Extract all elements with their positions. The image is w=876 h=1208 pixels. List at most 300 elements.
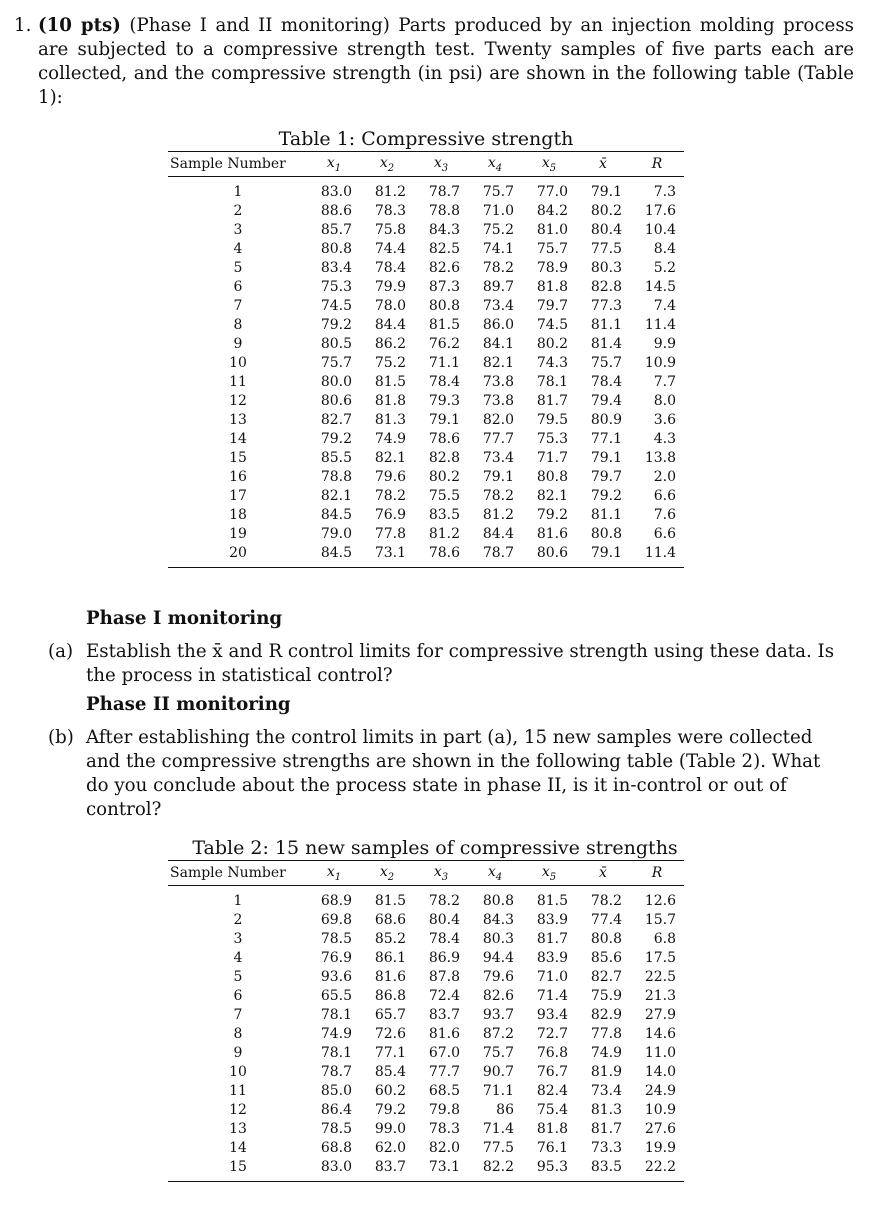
- cell-value: 79.1: [590, 184, 622, 200]
- cell-value: 87.8: [428, 969, 460, 985]
- cell-value: 78.6: [428, 431, 460, 447]
- cell-value: 68.9: [320, 893, 352, 909]
- cell-value: 79.7: [536, 298, 568, 314]
- cell-value: 73.3: [590, 1140, 622, 1156]
- cell-value: 80.0: [320, 374, 352, 390]
- cell-value: 74.5: [536, 317, 568, 333]
- cell-value: 74.9: [374, 431, 406, 447]
- cell-value: 71.7: [536, 450, 568, 466]
- cell-value: 14.0: [644, 1064, 676, 1080]
- table-row: [168, 1082, 684, 1101]
- cell-value: 72.4: [428, 988, 460, 1004]
- cell-value: 71.4: [536, 988, 568, 1004]
- table-row: [168, 316, 684, 335]
- table-row: [168, 240, 684, 259]
- cell-value: 80.4: [590, 222, 622, 238]
- cell-value: 78.4: [428, 374, 460, 390]
- col-header-r: R: [651, 156, 663, 172]
- cell-value: 79.4: [590, 393, 622, 409]
- table-row: [168, 949, 684, 968]
- cell-value: 78.2: [482, 488, 514, 504]
- cell-value: 82.8: [590, 279, 622, 295]
- cell-value: 3.6: [653, 412, 676, 428]
- cell-value: 80.4: [428, 912, 460, 928]
- cell-sample-number: 7: [233, 1007, 243, 1023]
- cell-sample-number: 15: [229, 1159, 247, 1175]
- cell-value: 8.0: [653, 393, 676, 409]
- cell-value: 6.6: [653, 526, 676, 542]
- cell-value: 79.2: [536, 507, 568, 523]
- table-row: [168, 392, 684, 411]
- cell-value: 80.8: [428, 298, 460, 314]
- cell-sample-number: 1: [233, 893, 243, 909]
- cell-value: 78.8: [320, 469, 352, 485]
- cell-value: 68.5: [428, 1083, 460, 1099]
- cell-value: 71.0: [536, 969, 568, 985]
- table-row: [168, 506, 684, 525]
- cell-value: 78.5: [320, 1121, 352, 1137]
- cell-sample-number: 8: [233, 1026, 243, 1042]
- cell-value: 71.4: [482, 1121, 514, 1137]
- cell-value: 80.2: [536, 336, 568, 352]
- cell-value: 81.6: [536, 526, 568, 542]
- cell-value: 82.1: [374, 450, 406, 466]
- cell-value: 95.3: [536, 1159, 568, 1175]
- col-header-x3: $x_3$: [433, 154, 449, 174]
- cell-value: 81.7: [536, 931, 568, 947]
- col-header-x5: $x_5$: [541, 863, 557, 883]
- cell-value: 2.0: [653, 469, 676, 485]
- cell-value: 71.1: [482, 1083, 514, 1099]
- cell-value: 79.2: [590, 488, 622, 504]
- cell-value: 85.6: [590, 950, 622, 966]
- cell-sample-number: 14: [229, 431, 247, 447]
- cell-value: 80.8: [320, 241, 352, 257]
- cell-sample-number: 10: [229, 355, 247, 371]
- cell-value: 65.7: [374, 1007, 406, 1023]
- cell-value: 75.2: [482, 222, 514, 238]
- table-row: [168, 1006, 684, 1025]
- cell-value: 78.4: [428, 931, 460, 947]
- cell-value: 73.8: [482, 374, 514, 390]
- cell-value: 27.6: [644, 1121, 676, 1137]
- cell-value: 79.2: [374, 1102, 406, 1118]
- cell-value: 82.0: [428, 1140, 460, 1156]
- col-header-r: R: [651, 865, 663, 881]
- cell-value: 75.7: [482, 184, 514, 200]
- cell-value: 78.2: [374, 488, 406, 504]
- table-row: [168, 525, 684, 544]
- cell-value: 15.7: [644, 912, 676, 928]
- cell-value: 80.5: [320, 336, 352, 352]
- cell-value: 81.3: [374, 412, 406, 428]
- cell-sample-number: 1: [233, 184, 243, 200]
- cell-value: 78.7: [428, 184, 460, 200]
- cell-value: 83.5: [590, 1159, 622, 1175]
- cell-value: 78.5: [320, 931, 352, 947]
- col-header-x2: $x_2$: [379, 863, 395, 883]
- cell-value: 81.5: [374, 893, 406, 909]
- cell-value: 77.1: [590, 431, 622, 447]
- cell-value: 78.4: [374, 260, 406, 276]
- problem-statement: [14, 14, 854, 110]
- cell-value: 24.9: [644, 1083, 676, 1099]
- cell-value: 75.5: [428, 488, 460, 504]
- cell-value: 84.5: [320, 507, 352, 523]
- cell-sample-number: 3: [233, 222, 243, 238]
- cell-value: 73.4: [590, 1083, 622, 1099]
- cell-value: 5.2: [653, 260, 676, 276]
- cell-sample-number: 2: [233, 203, 243, 219]
- cell-sample-number: 9: [233, 336, 243, 352]
- cell-value: 82.6: [428, 260, 460, 276]
- part-b-text: After establishing the control limits in part (a), 15 new samples were collected and the compressive strengths are shown in the following table (Table 2). What do you conclude about the process state in phase II, is it in-control or out of control?: [86, 727, 821, 820]
- cell-value: 82.1: [482, 355, 514, 371]
- cell-sample-number: 11: [229, 374, 247, 390]
- cell-value: 85.2: [374, 931, 406, 947]
- cell-value: 83.4: [320, 260, 352, 276]
- cell-value: 14.6: [644, 1026, 676, 1042]
- cell-value: 93.7: [482, 1007, 514, 1023]
- cell-value: 84.3: [428, 222, 460, 238]
- cell-sample-number: 2: [233, 912, 243, 928]
- table-row: [168, 544, 684, 568]
- cell-sample-number: 13: [229, 1121, 247, 1137]
- cell-value: 99.0: [374, 1121, 406, 1137]
- cell-value: 81.7: [536, 393, 568, 409]
- cell-sample-number: 4: [233, 950, 243, 966]
- cell-value: 81.5: [428, 317, 460, 333]
- cell-value: 85.0: [320, 1083, 352, 1099]
- table-row: [168, 259, 684, 278]
- cell-value: 77.7: [482, 431, 514, 447]
- cell-value: 77.8: [374, 526, 406, 542]
- cell-value: 82.1: [536, 488, 568, 504]
- cell-sample-number: 5: [233, 260, 243, 276]
- table-row: [168, 202, 684, 221]
- cell-value: 79.7: [590, 469, 622, 485]
- cell-sample-number: 16: [229, 469, 247, 485]
- cell-value: 8.4: [653, 241, 676, 257]
- cell-value: 81.8: [536, 279, 568, 295]
- cell-value: 77.0: [536, 184, 568, 200]
- cell-value: 80.8: [482, 893, 514, 909]
- cell-sample-number: 6: [233, 279, 243, 295]
- cell-sample-number: 15: [229, 450, 247, 466]
- table-row: [168, 297, 684, 316]
- table-row: [168, 930, 684, 949]
- part-b-label: (b): [48, 727, 74, 748]
- cell-value: 85.5: [320, 450, 352, 466]
- cell-sample-number: 5: [233, 969, 243, 985]
- cell-value: 81.2: [428, 526, 460, 542]
- cell-value: 80.2: [428, 469, 460, 485]
- cell-value: 7.4: [653, 298, 676, 314]
- cell-value: 80.6: [536, 545, 568, 561]
- cell-value: 83.9: [536, 950, 568, 966]
- cell-value: 78.3: [374, 203, 406, 219]
- phase-1-heading: Phase I monitoring: [86, 608, 283, 629]
- cell-value: 86.2: [374, 336, 406, 352]
- cell-value: 83.0: [320, 184, 352, 200]
- cell-value: 80.6: [320, 393, 352, 409]
- col-header-sample-number: Sample Number: [170, 156, 286, 172]
- cell-value: 80.8: [590, 526, 622, 542]
- cell-value: 75.7: [482, 1045, 514, 1061]
- part-a: [48, 640, 848, 688]
- col-header-x4: $x_4$: [487, 863, 503, 883]
- cell-value: 71.1: [428, 355, 460, 371]
- cell-value: 75.9: [590, 988, 622, 1004]
- cell-value: 81.1: [590, 507, 622, 523]
- col-header-x4: $x_4$: [487, 154, 503, 174]
- cell-value: 78.7: [320, 1064, 352, 1080]
- cell-value: 82.8: [428, 450, 460, 466]
- cell-sample-number: 7: [233, 298, 243, 314]
- cell-value: 62.0: [374, 1140, 406, 1156]
- cell-value: 10.9: [644, 1102, 676, 1118]
- cell-value: 78.9: [536, 260, 568, 276]
- cell-value: 84.3: [482, 912, 514, 928]
- cell-value: 78.4: [590, 374, 622, 390]
- col-header-x3: $x_3$: [433, 863, 449, 883]
- cell-value: 76.2: [428, 336, 460, 352]
- cell-value: 7.6: [653, 507, 676, 523]
- cell-value: 73.4: [482, 450, 514, 466]
- cell-sample-number: 10: [229, 1064, 247, 1080]
- cell-value: 75.4: [536, 1102, 568, 1118]
- cell-value: 78.1: [320, 1007, 352, 1023]
- cell-value: 86.1: [374, 950, 406, 966]
- part-a-label: (a): [48, 641, 74, 662]
- cell-value: 93.6: [320, 969, 352, 985]
- cell-value: 94.4: [482, 950, 514, 966]
- table-row: [168, 911, 684, 930]
- cell-value: 78.6: [428, 545, 460, 561]
- cell-value: 65.5: [320, 988, 352, 1004]
- table-row: [168, 335, 684, 354]
- cell-value: 69.8: [320, 912, 352, 928]
- cell-value: 86.0: [482, 317, 514, 333]
- table-row: [168, 221, 684, 240]
- cell-value: 6.8: [653, 931, 676, 947]
- table-1: [168, 127, 684, 568]
- cell-value: 71.0: [482, 203, 514, 219]
- cell-value: 77.8: [590, 1026, 622, 1042]
- cell-value: 75.3: [536, 431, 568, 447]
- cell-value: 73.1: [374, 545, 406, 561]
- cell-value: 73.8: [482, 393, 514, 409]
- cell-value: 83.7: [374, 1159, 406, 1175]
- cell-value: 72.6: [374, 1026, 406, 1042]
- cell-value: 7.7: [653, 374, 676, 390]
- cell-value: 21.3: [644, 988, 676, 1004]
- cell-value: 84.4: [374, 317, 406, 333]
- cell-value: 81.6: [428, 1026, 460, 1042]
- col-header-xbar: x̄: [599, 156, 607, 172]
- cell-value: 75.3: [320, 279, 352, 295]
- cell-sample-number: 14: [229, 1140, 247, 1156]
- cell-value: 87.3: [428, 279, 460, 295]
- cell-value: 76.8: [536, 1045, 568, 1061]
- cell-value: 79.2: [320, 317, 352, 333]
- table-row: [168, 886, 684, 912]
- cell-value: 88.6: [320, 203, 352, 219]
- cell-value: 89.7: [482, 279, 514, 295]
- table-2-caption: Table 2: 15 new samples of compressive strengths: [192, 837, 678, 859]
- cell-value: 76.9: [320, 950, 352, 966]
- table-row: [168, 1158, 684, 1182]
- problem-number: 1.: [14, 15, 32, 36]
- cell-sample-number: 12: [229, 1102, 247, 1118]
- table-1-grid: [168, 151, 684, 568]
- cell-value: 82.9: [590, 1007, 622, 1023]
- cell-value: 81.5: [536, 893, 568, 909]
- cell-value: 84.2: [536, 203, 568, 219]
- cell-value: 74.3: [536, 355, 568, 371]
- cell-value: 68.6: [374, 912, 406, 928]
- cell-value: 11.4: [644, 317, 676, 333]
- cell-value: 27.9: [644, 1007, 676, 1023]
- cell-value: 17.5: [644, 950, 676, 966]
- cell-sample-number: 12: [229, 393, 247, 409]
- cell-value: 86: [496, 1102, 514, 1118]
- cell-value: 78.7: [482, 545, 514, 561]
- cell-value: 79.2: [320, 431, 352, 447]
- table-2-header: [168, 861, 684, 886]
- cell-value: 12.6: [644, 893, 676, 909]
- table-row: [168, 968, 684, 987]
- cell-value: 79.5: [536, 412, 568, 428]
- cell-value: 85.4: [374, 1064, 406, 1080]
- cell-value: 79.3: [428, 393, 460, 409]
- table-row: [168, 1044, 684, 1063]
- table-1-header: [168, 152, 684, 177]
- table-row: [168, 373, 684, 392]
- table-row: [168, 411, 684, 430]
- cell-value: 75.7: [536, 241, 568, 257]
- col-header-x1: $x_1$: [326, 863, 342, 883]
- cell-value: 7.3: [653, 184, 676, 200]
- cell-value: 84.5: [320, 545, 352, 561]
- cell-value: 81.9: [590, 1064, 622, 1080]
- table-2: [168, 836, 702, 1182]
- cell-value: 82.6: [482, 988, 514, 1004]
- col-header-x2: $x_2$: [379, 154, 395, 174]
- cell-value: 82.2: [482, 1159, 514, 1175]
- cell-value: 73.4: [482, 298, 514, 314]
- cell-value: 74.9: [590, 1045, 622, 1061]
- cell-value: 72.7: [536, 1026, 568, 1042]
- cell-value: 78.2: [590, 893, 622, 909]
- cell-sample-number: 17: [229, 488, 247, 504]
- cell-value: 13.8: [644, 450, 676, 466]
- cell-value: 76.9: [374, 507, 406, 523]
- table-row: [168, 1025, 684, 1044]
- cell-sample-number: 18: [229, 507, 247, 523]
- cell-value: 81.2: [374, 184, 406, 200]
- cell-value: 75.7: [590, 355, 622, 371]
- cell-value: 78.1: [536, 374, 568, 390]
- cell-value: 83.5: [428, 507, 460, 523]
- cell-value: 86.4: [320, 1102, 352, 1118]
- table-row: [168, 177, 684, 203]
- cell-value: 14.5: [644, 279, 676, 295]
- cell-value: 78.2: [482, 260, 514, 276]
- table-row: [168, 487, 684, 506]
- cell-value: 78.3: [428, 1121, 460, 1137]
- table-row: [168, 449, 684, 468]
- cell-value: 11.4: [644, 545, 676, 561]
- problem-points: (10 pts): [38, 15, 121, 36]
- col-header-x1: $x_1$: [326, 154, 342, 174]
- cell-value: 67.0: [428, 1045, 460, 1061]
- cell-value: 84.4: [482, 526, 514, 542]
- cell-value: 82.4: [536, 1083, 568, 1099]
- cell-value: 81.0: [536, 222, 568, 238]
- cell-value: 79.0: [320, 526, 352, 542]
- cell-value: 81.6: [374, 969, 406, 985]
- cell-value: 22.2: [644, 1159, 676, 1175]
- table-row: [168, 468, 684, 487]
- cell-value: 75.8: [374, 222, 406, 238]
- phase-2-heading: Phase II monitoring: [86, 694, 291, 715]
- cell-value: 79.8: [428, 1102, 460, 1118]
- col-header-xbar: x̄: [599, 865, 607, 881]
- cell-value: 78.1: [320, 1045, 352, 1061]
- cell-value: 84.1: [482, 336, 514, 352]
- cell-value: 77.3: [590, 298, 622, 314]
- cell-value: 81.8: [374, 393, 406, 409]
- cell-value: 76.1: [536, 1140, 568, 1156]
- cell-sample-number: 8: [233, 317, 243, 333]
- table-row: [168, 278, 684, 297]
- table-row: [168, 1120, 684, 1139]
- cell-value: 87.2: [482, 1026, 514, 1042]
- cell-value: 4.3: [653, 431, 676, 447]
- table-2-body: [168, 886, 684, 1182]
- cell-sample-number: 19: [229, 526, 247, 542]
- table-row: [168, 354, 684, 373]
- cell-value: 80.3: [590, 260, 622, 276]
- cell-value: 82.1: [320, 488, 352, 504]
- cell-value: 81.8: [536, 1121, 568, 1137]
- table-row: [168, 987, 684, 1006]
- cell-value: 77.4: [590, 912, 622, 928]
- cell-value: 81.2: [482, 507, 514, 523]
- table-row: [168, 1063, 684, 1082]
- cell-value: 81.1: [590, 317, 622, 333]
- cell-sample-number: 6: [233, 988, 243, 1004]
- cell-value: 86.8: [374, 988, 406, 1004]
- cell-value: 82.0: [482, 412, 514, 428]
- cell-value: 79.1: [590, 545, 622, 561]
- cell-value: 60.2: [374, 1083, 406, 1099]
- cell-sample-number: 11: [229, 1083, 247, 1099]
- col-header-x5: $x_5$: [541, 154, 557, 174]
- cell-value: 9.9: [653, 336, 676, 352]
- cell-value: 10.9: [644, 355, 676, 371]
- cell-value: 79.6: [482, 969, 514, 985]
- cell-value: 90.7: [482, 1064, 514, 1080]
- cell-value: 80.3: [482, 931, 514, 947]
- cell-value: 78.8: [428, 203, 460, 219]
- cell-value: 85.7: [320, 222, 352, 238]
- cell-value: 80.8: [590, 931, 622, 947]
- cell-value: 19.9: [644, 1140, 676, 1156]
- cell-value: 77.1: [374, 1045, 406, 1061]
- cell-value: 22.5: [644, 969, 676, 985]
